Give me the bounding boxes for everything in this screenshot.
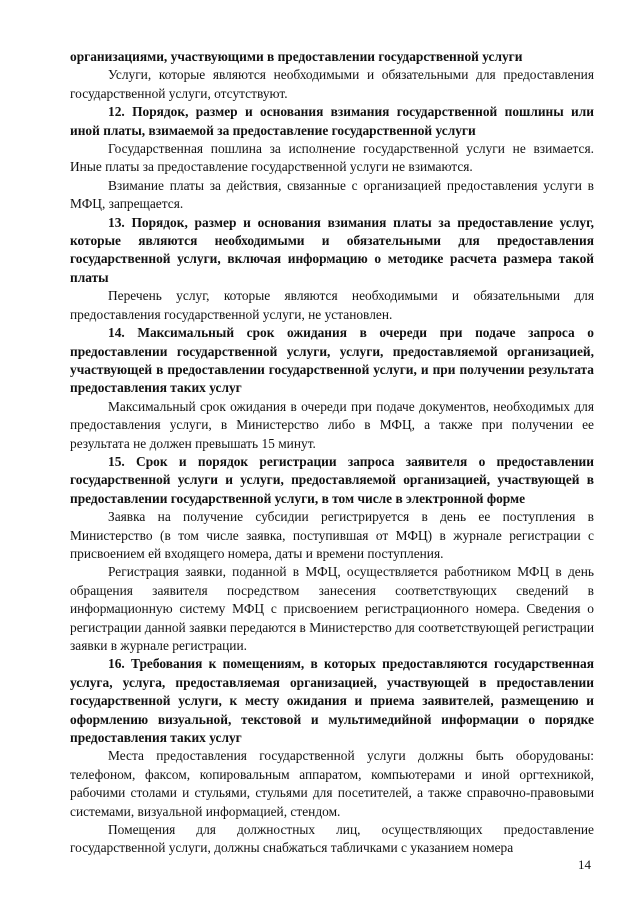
paragraph-mfc-fee: Взимание платы за действия, связанные с организацией предоставления услуги в МФЦ, запрещается. xyxy=(70,177,594,212)
paragraph-place-equipment: Места предоставления государственной услуги должны быть оборудованы: телефоном, факсом, копировальным аппаратом, компьютерами и иной оргтехникой, рабочими столами и стульями, стульями для посетителей, а также справочно-правовыми системами, визуальной информацией, стендом. xyxy=(70,748,594,819)
section-heading-11-continuation: организациями, участвующими в предоставлении государственной услуги xyxy=(70,49,523,64)
document-page xyxy=(70,48,594,858)
paragraph-mfc-registration: Регистрация заявки, поданной в МФЦ, осуществляется работником МФЦ в день обращения заявителя посредством занесения соответствующих сведений в информационную систему МФЦ с присвоением регистрационного номера. Сведения о регистрации данной заявки передаются в Министерство для соответствующей регистрации заявки в журнале регистрации. xyxy=(70,564,594,653)
paragraph-state-duty: Государственная пошлина за исполнение государственной услуги не взимается. Иные платы за предоставление государственной услуги не взимаются. xyxy=(70,141,594,175)
section-heading-12: 12. Порядок, размер и основания взимания государственной пошлины или иной платы, взимаемой за предоставление государственной услуги xyxy=(70,104,594,138)
paragraph-required-services: Услуги, которые являются необходимыми и обязательными для предоставления государственной услуги, отсутствуют. xyxy=(70,67,594,101)
paragraph-waiting-time: Максимальный срок ожидания в очереди при подаче документов, необходимых для предоставления услуги, в Министерство либо в МФЦ, а также при получении ее результата не должен превышать 15 минут. xyxy=(70,398,594,451)
section-heading-15: 15. Срок и порядок регистрации запроса заявителя о предоставлении государственной услуги и услуги, предоставляемой организацией, участвующей в предоставлении государственной услуги, в том числе в электронной форме xyxy=(70,453,594,506)
paragraph-services-list: Перечень услуг, которые являются необходимыми и обязательными для предоставления государственной услуги, не установлен. xyxy=(70,288,594,322)
section-heading-14: 14. Максимальный срок ожидания в очереди при подаче запроса о предоставлении государственной услуги, услуги, предоставляемой организацией, участвующей в предоставлении государственной услуги, и при получении результата предоставления таких услуг xyxy=(70,325,594,396)
page-number: 14 xyxy=(578,857,591,872)
paragraph-office-plates: Помещения для должностных лиц, осуществляющих предоставление государственной услуги, должны снабжаться табличками с указанием номера xyxy=(70,822,594,856)
section-heading-16: 16. Требования к помещениям, в которых предоставляются государственная услуга, услуга, предоставляемая организацией, участвующей в предоставлении государственной услуги, к месту ожидания и приема заявителей, размещению и оформлению визуальной, текстовой и мультимедийной информации о порядке предоставления таких услуг xyxy=(70,656,594,746)
paragraph-application-registration: Заявка на получение субсидии регистрируется в день ее поступления в Министерство (в том числе заявка, поступившая от МФЦ) в журнале регистрации с присвоением ей входящего номера, даты и времени поступления. xyxy=(70,509,594,561)
section-heading-13: 13. Порядок, размер и основания взимания платы за предоставление услуг, которые являются необходимыми и обязательными для предоставления государственной услуги, включая информацию о методике расчета размера такой платы xyxy=(70,214,594,285)
